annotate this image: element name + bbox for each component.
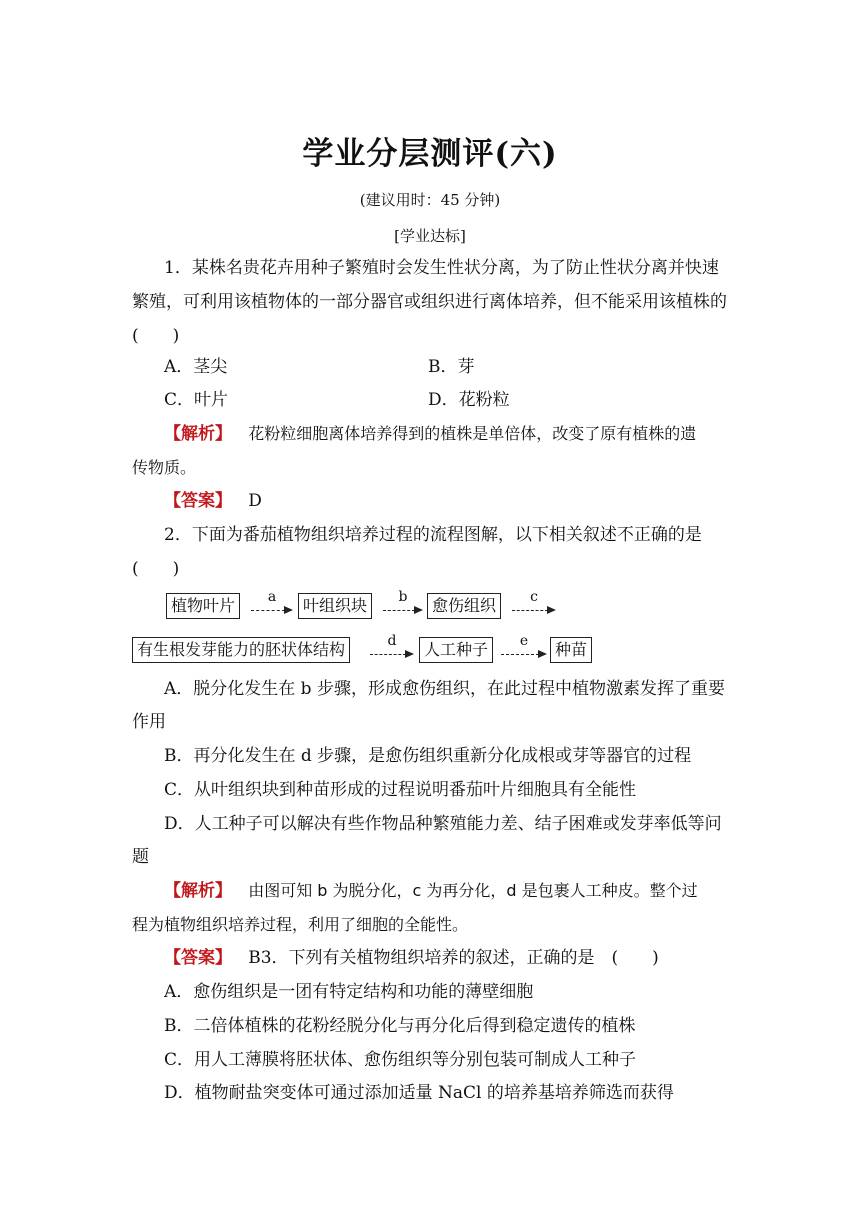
arrow-shaft [512, 610, 548, 611]
q1-analysis-line2: 传物质。 [132, 458, 197, 477]
q2-answer-and-q3-stem [164, 947, 659, 969]
arrow-shaft [501, 654, 539, 655]
arrow-shaft [383, 610, 415, 611]
q1-stem-line1: 1．某株名贵花卉用种子繁殖时会发生性状分离，为了防止性状分离并快速 [164, 258, 719, 278]
analysis-tag: 【解析】 [164, 424, 232, 444]
flow-arrow-e [501, 633, 547, 661]
flow-box-leaf-tissue: 叶组织块 [298, 593, 372, 619]
arrow-head-icon [538, 650, 547, 658]
q1-stem-line3: ( ) [132, 326, 180, 346]
q2-stem-line2: ( ) [132, 559, 180, 579]
q2-stem-line1: 2．下面为番茄植物组织培养过程的流程图解，以下相关叙述不正确的是 [164, 525, 702, 545]
flow-arrow-a [251, 589, 293, 617]
arrow-head-icon [414, 606, 423, 614]
flow-arrow-b [383, 589, 423, 617]
flow-arrow-e-label: e [519, 633, 529, 649]
q2-option-a-line1: A．脱分化发生在 b 步骤，形成愈伤组织，在此过程中植物激素发挥了重要 [164, 679, 725, 699]
q3-option-c: C．用人工薄膜将胚状体、愈伤组织等分别包装可制成人工种子 [164, 1050, 637, 1070]
answer-tag: 【答案】 [164, 491, 232, 511]
q1-analysis-line1 [164, 423, 696, 445]
q2-option-d-line1: D．人工种子可以解决有些作物品种繁殖能力差、结子困难或发芽率低等问 [164, 814, 722, 834]
flow-box-leaf: 植物叶片 [166, 593, 240, 619]
q2-option-c: C．从叶组织块到种苗形成的过程说明番茄叶片细胞具有全能性 [164, 780, 637, 800]
q3-option-b: B．二倍体植株的花粉经脱分化与再分化后得到稳定遗传的植株 [164, 1016, 636, 1036]
arrow-shaft [251, 610, 285, 611]
flow-box-callus: 愈伤组织 [427, 593, 501, 619]
flow-arrow-b-label: b [398, 589, 408, 605]
q2-analysis-line1 [164, 880, 698, 902]
q1-option-b: B．芽 [428, 357, 475, 377]
q2-option-a-line2: 作用 [132, 712, 166, 732]
q1-option-d: D．花粉粒 [428, 390, 510, 410]
flow-box-seedling: 种苗 [550, 637, 592, 663]
q3-stem: 3．下列有关植物组织培养的叙述，正确的是 ( ) [260, 948, 659, 968]
arrow-head-icon [547, 606, 556, 614]
answer-value: B [248, 948, 261, 968]
analysis-text: 由图可知 b 为脱分化，c 为再分化，d 是包裹人工种皮。整个过 [248, 881, 698, 900]
analysis-text: 花粉粒细胞离体培养得到的植株是单倍体，改变了原有植株的遗 [248, 424, 697, 443]
flow-arrow-c-label: c [530, 589, 538, 605]
analysis-tag: 【解析】 [164, 881, 232, 901]
q3-option-a: A．愈伤组织是一团有特定结构和功能的薄壁细胞 [164, 982, 534, 1002]
q3-option-d: D．植物耐盐突变体可通过添加适量 NaCl 的培养基培养筛选而获得 [164, 1083, 674, 1103]
answer-value: D [248, 491, 262, 511]
q1-option-c: C．叶片 [164, 390, 229, 410]
flow-arrow-d-label: d [387, 633, 397, 649]
q2-option-d-line2: 题 [132, 847, 149, 867]
flow-box-artificial-seed: 人工种子 [419, 637, 493, 663]
q1-option-a: A．茎尖 [164, 357, 228, 377]
arrow-shaft [370, 654, 406, 655]
flow-arrow-a-label: a [267, 589, 277, 605]
q1-answer [164, 490, 262, 512]
flow-arrow-c [512, 589, 556, 617]
arrow-head-icon [405, 650, 414, 658]
page-title: 学业分层测评(六) [302, 136, 558, 172]
flow-box-embryoid: 有生根发芽能力的胚状体结构 [132, 637, 350, 663]
arrow-head-icon [284, 606, 293, 614]
time-suggestion: (建议用时：45 分钟) [359, 191, 501, 209]
q2-analysis-line2: 程为植物组织培养过程，利用了细胞的全能性。 [132, 915, 469, 934]
q1-stem-line2: 繁殖，可利用该植物体的一部分器官或组织进行离体培养，但不能采用该植株的 [132, 292, 727, 312]
answer-tag: 【答案】 [164, 948, 232, 968]
section-heading: [学业达标] [394, 227, 466, 245]
flow-arrow-d [370, 633, 414, 661]
q2-option-b: B．再分化发生在 d 步骤，是愈伤组织重新分化成根或芽等器官的过程 [164, 746, 692, 766]
